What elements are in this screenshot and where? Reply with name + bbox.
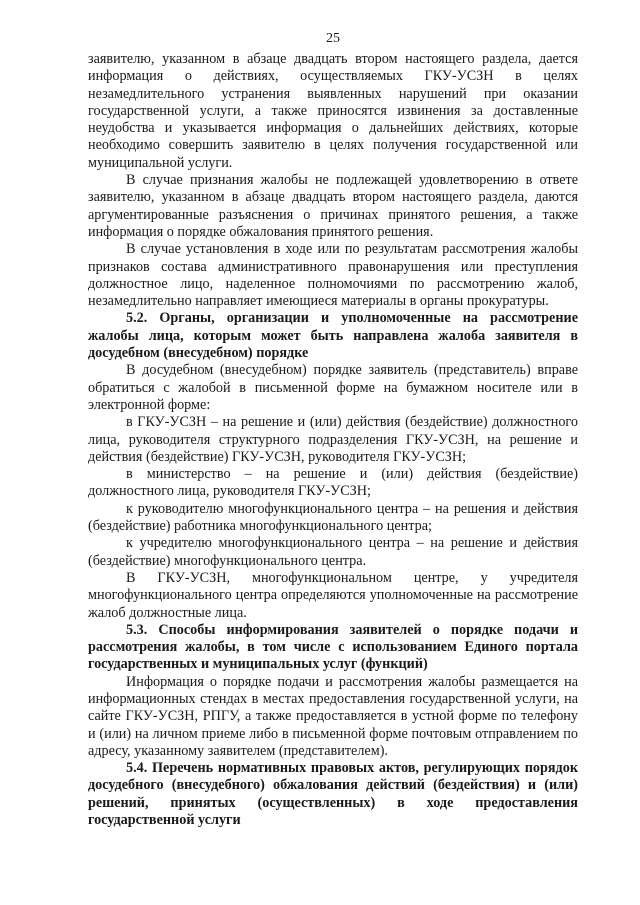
page-number: 25 — [326, 31, 340, 46]
paragraph: В случае признания жалобы не подлежащей удовлетворению в ответе заявителю, указанном в абзаце двадцать втором настоящего раздела, даются аргументированные разъяснения о причинах принятого решения, а также информация о порядке обжалования принятого решения. — [88, 172, 578, 240]
paragraph: заявителю, указанном в абзаце двадцать втором настоящего раздела, дается информация о действиях, осуществляемых ГКУ-УСЗН в целях незамедлительного устранения выявленных нарушений при оказании государственной услуги, а также приносятся извинения за доставленные неудобства и указывается информация о дальнейших действиях, которые необходимо совершить заявителю в целях получения государственной или муниципальной услуги. — [88, 51, 578, 171]
paragraph: в ГКУ-УСЗН – на решение и (или) действия (бездействие) должностного лица, руководителя структурного подразделения ГКУ-УСЗН, на решение и действия (бездействие) ГКУ-УСЗН, руководителя ГКУ-УСЗН; — [88, 414, 578, 465]
paragraph: В ГКУ-УСЗН, многофункциональном центре, у учредителя многофункционального центра определяются уполномоченные на рассмотрение жалоб должностные лица. — [88, 569, 578, 621]
paragraph: к учредителю многофункционального центра – на решение и действия (бездействие) многофункционального центра. — [88, 535, 578, 569]
paragraph: В досудебном (внесудебном) порядке заявитель (представитель) вправе обратиться с жалобой в письменной форме на бумажном носителе или в электронной форме: — [88, 362, 578, 413]
paragraph: к руководителю многофункционального центра – на решения и действия (бездействие) работника многофункционального центра; — [88, 500, 578, 535]
paragraph: Информация о порядке подачи и рассмотрения жалобы размещается на информационных стендах в местах предоставления государственной услуги, на сайте ГКУ-УСЗН, РПГУ, а также предоставляется в устной форме по телефону и (или) на личном приеме либо в письменной форме почтовым отправлением по адресу, указанному заявителем (представителем). — [88, 673, 578, 759]
section-heading: 5.3. Способы информирования заявителей о порядке подачи и рассмотрения жалобы, в том числе с использованием Единого портала государственных и муниципальных услуг (функций) — [88, 621, 578, 673]
paragraph: В случае установления в ходе или по результатам рассмотрения жалобы признаков состава административного правонарушения или преступления должностное лицо, наделенное полномочиями по рассмотрению жалоб, незамедлительно направляет имеющиеся материалы в органы прокуратуры. — [88, 241, 578, 310]
section-heading: 5.2. Органы, организации и уполномоченные на рассмотрение жалобы лица, которым может быть направлена жалоба заявителя в досудебном (внесудебном) порядке — [88, 310, 578, 362]
document-body — [88, 51, 578, 829]
section-heading: 5.4. Перечень нормативных правовых актов, регулирующих порядок досудебного (внесудебного) обжалования действий (бездействия) и (или) решений, принятых (осуществленных) в ходе предоставления государственной услуги — [88, 760, 578, 829]
paragraph: в министерство – на решение и (или) действия (бездействие) должностного лица, руководителя ГКУ-УСЗН; — [88, 466, 578, 500]
